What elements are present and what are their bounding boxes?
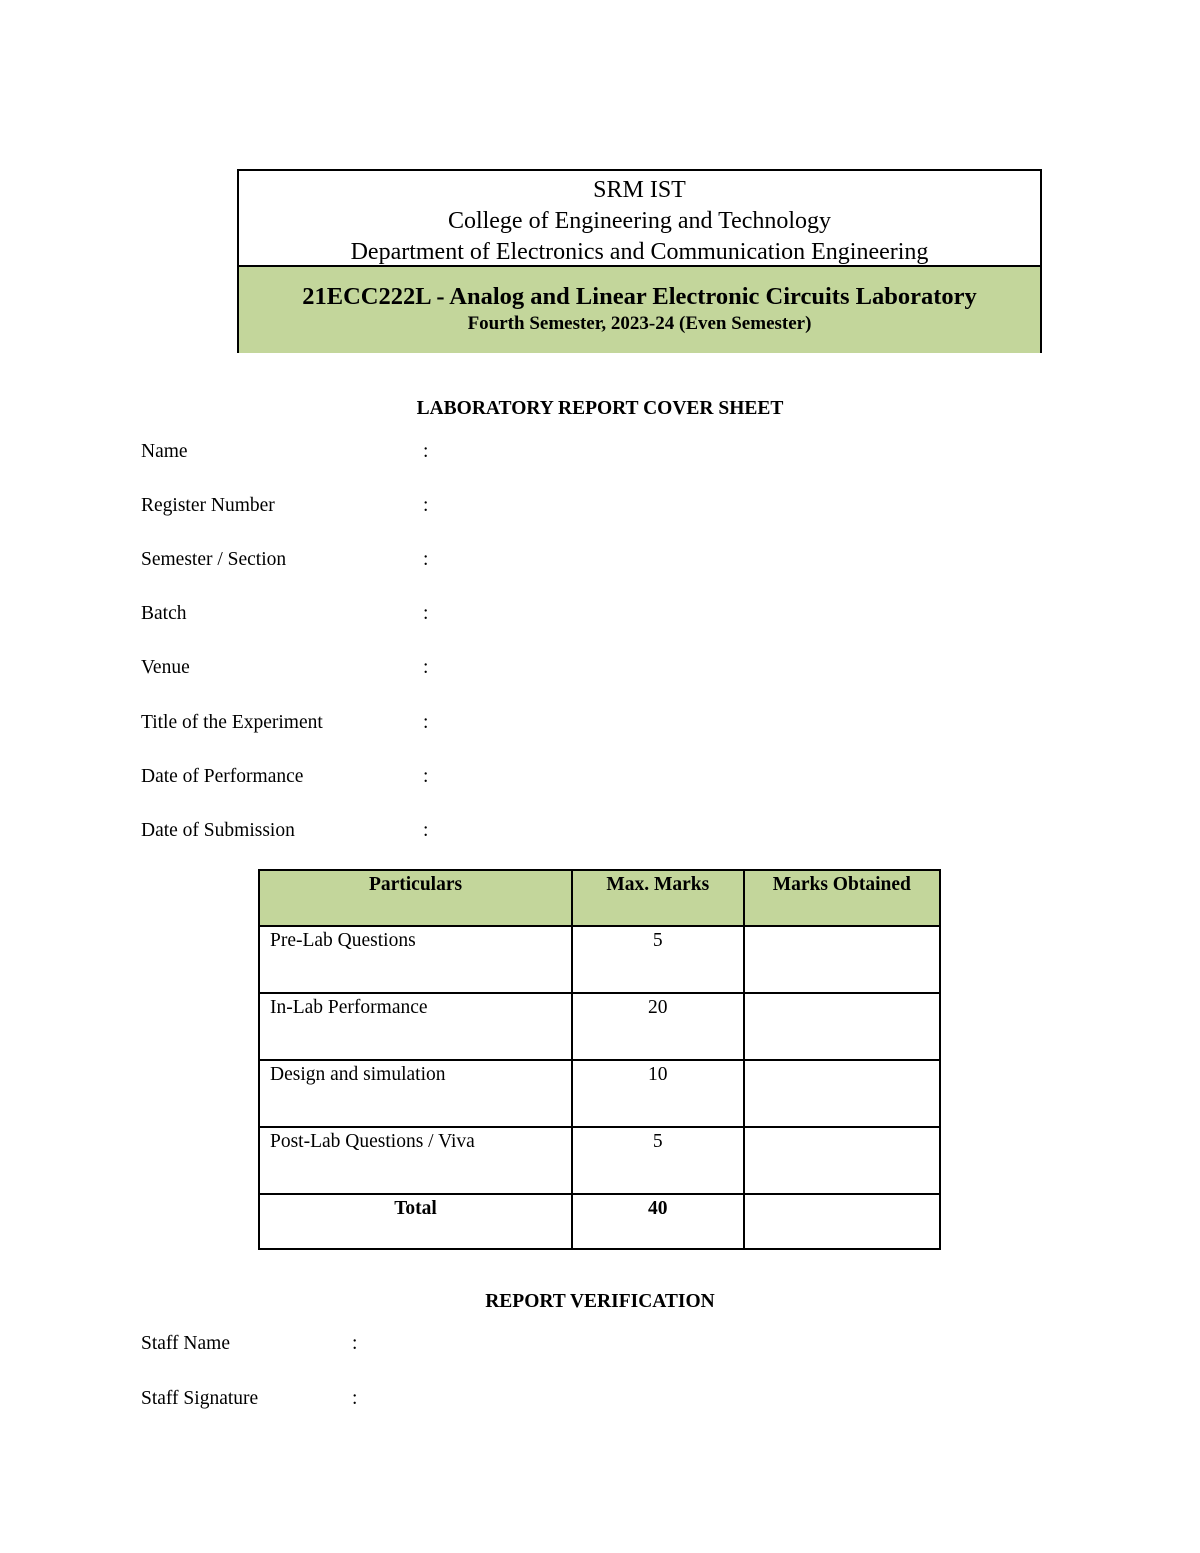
table-row <box>259 993 940 1060</box>
field-label: Staff Name <box>141 1333 230 1354</box>
particular-cell: Design and simulation <box>259 1060 572 1127</box>
marks-obtained-cell[interactable] <box>744 926 940 993</box>
field-label: Venue <box>141 657 190 678</box>
marks-obtained-cell[interactable] <box>744 1060 940 1127</box>
field-label: Date of Performance <box>141 766 304 787</box>
table-header-row <box>259 870 940 926</box>
cover-sheet-heading: LABORATORY REPORT COVER SHEET <box>416 398 784 419</box>
field-separator: : <box>352 1333 358 1354</box>
field-separator: : <box>423 495 429 516</box>
particular-cell: Pre-Lab Questions <box>259 926 572 993</box>
max-marks-cell: 5 <box>572 1127 743 1194</box>
department-name: Department of Electronics and Communication Engineering <box>350 239 929 265</box>
field-label: Batch <box>141 603 187 624</box>
total-marks-obtained-cell[interactable] <box>744 1194 940 1249</box>
field-separator: : <box>423 820 429 841</box>
field-label: Register Number <box>141 495 275 516</box>
total-label-cell: Total <box>259 1194 572 1249</box>
field-separator: : <box>423 441 429 462</box>
institution-name: SRM IST <box>593 177 686 203</box>
field-label: Semester / Section <box>141 549 287 570</box>
college-name: College of Engineering and Technology <box>447 208 832 234</box>
semester-line: Fourth Semester, 2023-24 (Even Semester) <box>467 313 812 334</box>
field-label: Name <box>141 441 188 462</box>
marks-table <box>258 869 941 1250</box>
table-row <box>259 1060 940 1127</box>
field-separator: : <box>423 603 429 624</box>
course-header-box <box>237 169 1042 353</box>
field-separator: : <box>423 712 429 733</box>
field-separator: : <box>423 657 429 678</box>
total-row <box>259 1194 940 1249</box>
total-max-marks-cell: 40 <box>572 1194 743 1249</box>
max-marks-cell: 20 <box>572 993 743 1060</box>
max-marks-cell: 10 <box>572 1060 743 1127</box>
field-separator: : <box>352 1388 358 1409</box>
field-separator: : <box>423 766 429 787</box>
field-label: Date of Submission <box>141 820 295 841</box>
column-header-max-marks: Max. Marks <box>572 870 743 926</box>
particular-cell: Post-Lab Questions / Viva <box>259 1127 572 1194</box>
field-separator: : <box>423 549 429 570</box>
marks-obtained-cell[interactable] <box>744 1127 940 1194</box>
table-row <box>259 926 940 993</box>
column-header-marks-obtained: Marks Obtained <box>744 870 940 926</box>
course-title: 21ECC222L - Analog and Linear Electronic Circuits Laboratory <box>302 283 977 310</box>
particular-cell: In-Lab Performance <box>259 993 572 1060</box>
field-label: Title of the Experiment <box>141 712 323 733</box>
table-row <box>259 1127 940 1194</box>
course-block <box>239 267 1040 353</box>
max-marks-cell: 5 <box>572 926 743 993</box>
column-header-particulars: Particulars <box>259 870 572 926</box>
institution-block <box>239 171 1040 267</box>
marks-obtained-cell[interactable] <box>744 993 940 1060</box>
verification-heading: REPORT VERIFICATION <box>485 1291 715 1312</box>
field-label: Staff Signature <box>141 1388 259 1409</box>
